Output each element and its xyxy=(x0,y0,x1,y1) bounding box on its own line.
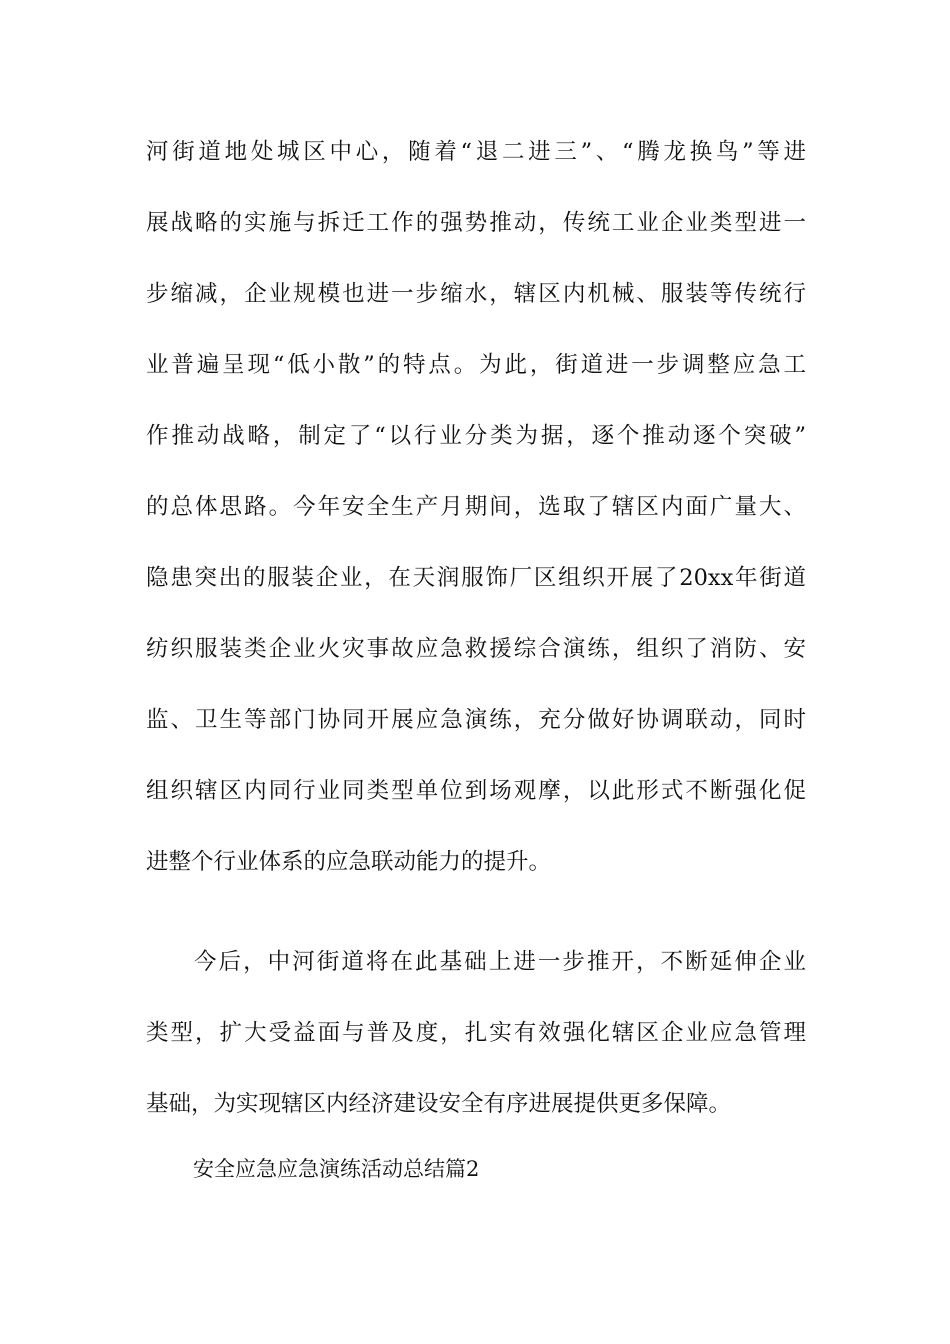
paragraph-line: 基础，为实现辖区内经济建设安全有序进展提供更多保障。 xyxy=(146,1091,732,1117)
paragraph-line: 河街道地处城区中心，随着“退二进三”、“腾龙换鸟”等进 xyxy=(146,139,806,165)
paragraph-line: 纺织服装类企业火灾事故应急救援综合演练，组织了消防、安 xyxy=(146,636,806,662)
paragraph-line: 步缩减，企业规模也进一步缩水，辖区内机械、服装等传统行 xyxy=(146,281,806,307)
paragraph-line: 的总体思路。今年安全生产月期间，选取了辖区内面广量大、 xyxy=(146,494,806,520)
paragraph-line: 隐患突出的服装企业，在天润服饰厂区组织开展了20xx年街道 xyxy=(146,565,806,591)
paragraph-line: 今后，中河街道将在此基础上进一步推开，不断延伸企业 xyxy=(194,949,806,975)
section-heading: 安全应急应急演练活动总结篇2 xyxy=(193,1157,480,1181)
paragraph-line: 作推动战略，制定了“以行业分类为据，逐个推动逐个突破” xyxy=(146,423,806,449)
paragraph-line: 进整个行业体系的应急联动能力的提升。 xyxy=(146,849,552,875)
paragraph-line: 类型，扩大受益面与普及度，扎实有效强化辖区企业应急管理 xyxy=(146,1020,806,1046)
paragraph-line: 监、卫生等部门协同开展应急演练，充分做好协调联动，同时 xyxy=(146,707,806,733)
paragraph-line: 业普遍呈现“低小散”的特点。为此，街道进一步调整应急工 xyxy=(146,352,806,378)
paragraph-line: 展战略的实施与拆迁工作的强势推动，传统工业企业类型进一 xyxy=(146,210,806,236)
paragraph-line: 组织辖区内同行业同类型单位到场观摩，以此形式不断强化促 xyxy=(146,778,806,804)
